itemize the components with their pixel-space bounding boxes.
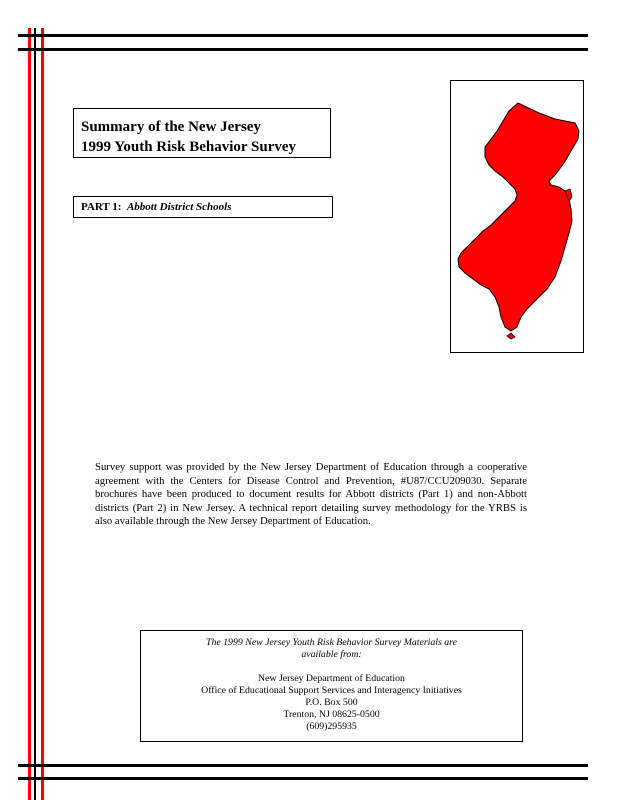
intro-paragraph: Survey support was provided by the New Jersey Department of Education through a cooperative agreement with the Centers for Disease Control and Prevention, #U87/CCU209030. Separate brochures have been produced to document results for Abbott districts (Part 1) and non-Abbott districts (Part 2) in New Jersey. A technical report detailing survey methodology for the YRBS is also available through the New Jersey Department of Education. <box>95 461 527 527</box>
map-frame <box>450 80 584 353</box>
part-box <box>73 196 333 218</box>
title-box <box>73 108 331 158</box>
availability-box <box>140 630 523 742</box>
availability-org: New Jersey Department of Education <box>258 673 405 684</box>
new-jersey-map-icon <box>451 81 583 352</box>
part-subtitle: Abbott District Schools <box>126 201 232 213</box>
availability-city: Trenton, NJ 08625-0500 <box>283 709 380 720</box>
part-label: PART 1: <box>81 201 122 213</box>
availability-heading-2: available from: <box>301 649 362 660</box>
availability-office: Office of Educational Support Services and Interagency Initiatives <box>201 685 462 696</box>
bottom-rule <box>18 764 588 767</box>
top-rule-second <box>18 48 588 51</box>
left-red-rule <box>28 28 31 800</box>
left-red-rule-inner <box>41 28 44 800</box>
left-black-rule <box>34 28 36 800</box>
availability-po-box: P.O. Box 500 <box>305 697 358 708</box>
availability-heading-1: The 1999 New Jersey Youth Risk Behavior Survey Materials are <box>206 637 457 648</box>
title-line-2: 1999 Youth Risk Behavior Survey <box>81 139 297 155</box>
availability-phone: (609)295935 <box>306 721 357 732</box>
bottom-rule-second <box>18 777 588 780</box>
top-rule <box>18 34 588 37</box>
title-line-1: Summary of the New Jersey <box>81 119 261 135</box>
